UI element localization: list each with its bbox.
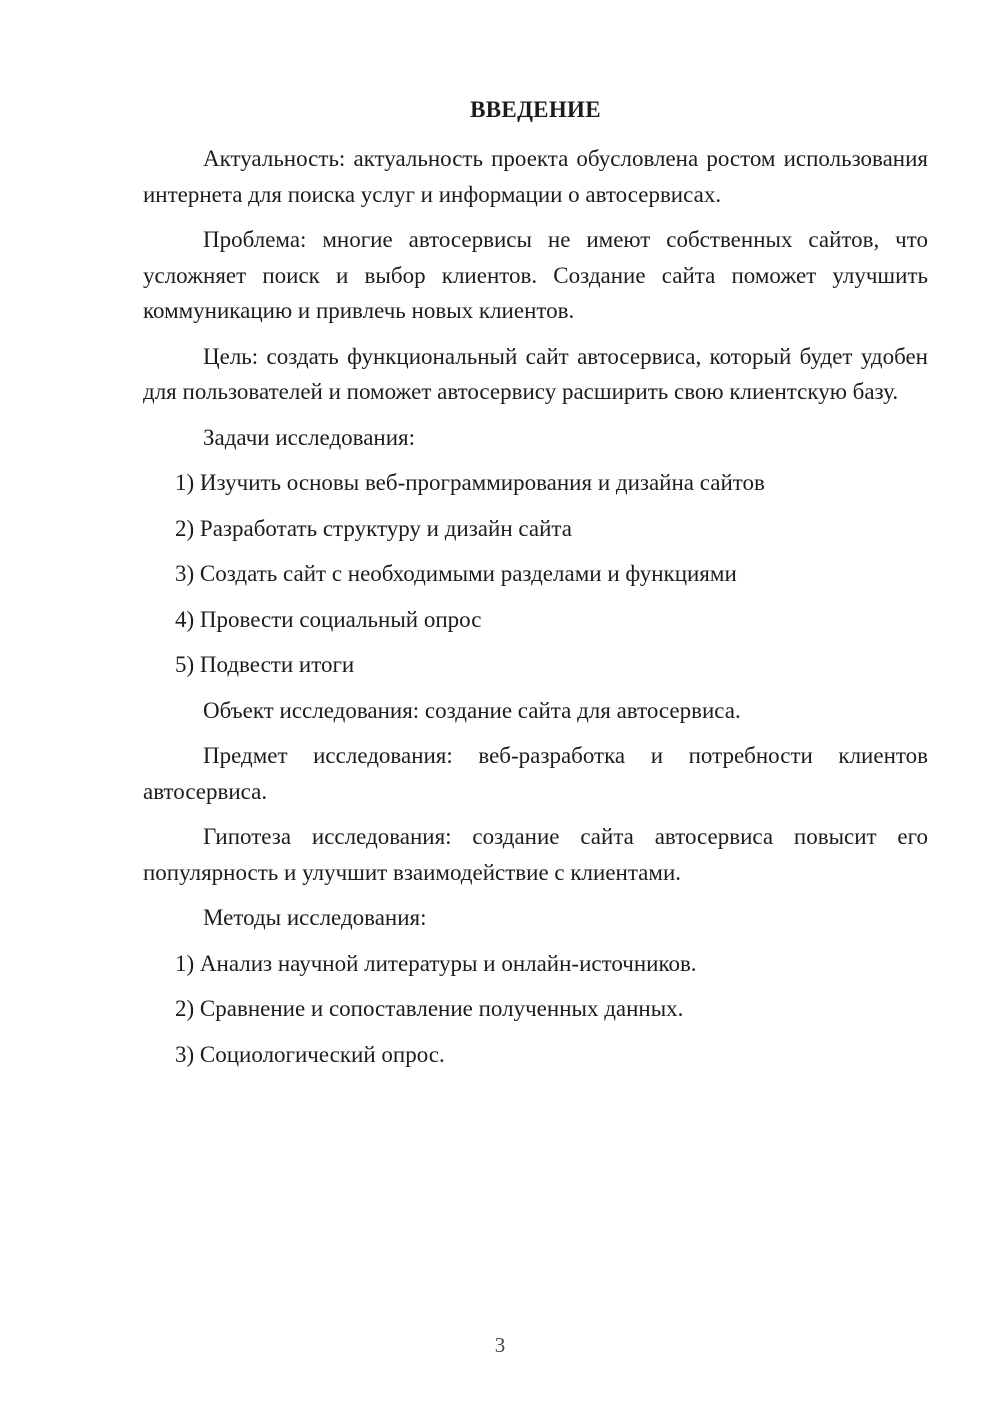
object-paragraph: Объект исследования: создание сайта для автосервиса.: [203, 697, 741, 723]
list-item: 4) Провести социальный опрос: [175, 606, 482, 632]
list-item: 1) Изучить основы веб-программирования и дизайна сайтов: [175, 470, 765, 495]
subject-paragraph: Предмет исследования: веб-разработка и потребности клиентов автосервиса.: [143, 743, 928, 804]
methods-list: [143, 946, 928, 1073]
list-item: 2) Разработать структуру и дизайн сайта: [175, 515, 572, 541]
methods-heading: Методы исследования:: [203, 905, 427, 930]
relevance-paragraph: Актуальность: актуальность проекта обусловлена ростом использования интернета для поиска услуг и информации о автосервисах.: [143, 146, 928, 207]
section-title: ВВЕДЕНИЕ: [470, 97, 601, 122]
list-item: 2) Сравнение и сопоставление полученных данных.: [175, 996, 684, 1021]
page-number: 3: [494, 1333, 506, 1357]
tasks-heading: Задачи исследования:: [203, 424, 416, 450]
list-item: 3) Создать сайт с необходимыми разделами и функциями: [175, 561, 737, 586]
document-page: [143, 95, 928, 1082]
list-item: 3) Социологический опрос.: [175, 1041, 445, 1067]
list-item: 1) Анализ научной литературы и онлайн-источников.: [175, 950, 697, 976]
hypothesis-paragraph: Гипотеза исследования: создание сайта автосервиса повысит его популярность и улучшит взаимодействие с клиентами.: [143, 824, 928, 885]
goal-paragraph: Цель: создать функциональный сайт автосервиса, который будет удобен для пользователей и поможет автосервису расширить свою клиентскую базу.: [143, 343, 928, 404]
problem-paragraph: Проблема: многие автосервисы не имеют собственных сайтов, что усложняет поиск и выбор клиентов. Создание сайта поможет улучшить коммуникацию и привлечь новых клиентов.: [143, 227, 928, 323]
tasks-list: [143, 465, 928, 683]
list-item: 5) Подвести итоги: [175, 652, 355, 677]
